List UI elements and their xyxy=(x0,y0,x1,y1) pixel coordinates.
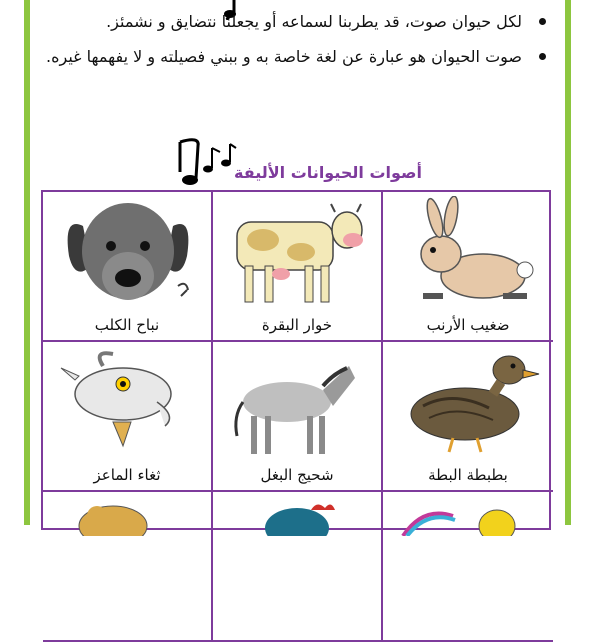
cow-image xyxy=(223,196,373,314)
animal-cell-dog xyxy=(43,192,213,342)
page-frame-right xyxy=(565,0,571,525)
animal-label-duck: بطبطة البطة xyxy=(428,466,508,484)
mule-image xyxy=(223,346,373,464)
animal-cell-bird xyxy=(383,492,553,642)
animal-sounds-grid xyxy=(41,190,551,530)
animal-label-rabbit: ضغيب الأرنب xyxy=(426,316,510,334)
bullet-item: لكل حيوان صوت، قد يطربنا لسماعه أو يجعلنا نتضايق و نشمئز. xyxy=(40,8,550,35)
intro-bullets xyxy=(40,8,550,70)
rabbit-image xyxy=(393,196,543,314)
animal-cell-cow xyxy=(213,192,383,342)
animal-label-mule: شحيج البغل xyxy=(260,466,334,484)
rooster-image xyxy=(223,496,373,536)
animal-cell-rooster xyxy=(213,492,383,642)
page-frame-left xyxy=(24,0,30,525)
music-notes-icon xyxy=(172,136,238,188)
bird-image xyxy=(393,496,543,536)
animal-cell-rabbit xyxy=(383,192,553,342)
dog-image xyxy=(53,196,203,314)
animal-label-dog: نباح الكلب xyxy=(94,316,160,334)
bullet-item: صوت الحيوان هو عبارة عن لغة خاصة به و ببني فصيلته و لا يفهمها غيره. xyxy=(40,43,550,70)
duck-image xyxy=(393,346,543,464)
animal-cell-camel xyxy=(43,492,213,642)
animal-label-goat: ثغاء الماعز xyxy=(93,466,161,484)
animal-cell-duck xyxy=(383,342,553,492)
camel-image xyxy=(53,496,203,536)
section-title: أصوات الحيوانات الأليفة xyxy=(234,163,422,182)
goat-image xyxy=(53,346,203,464)
animal-label-cow: خوار البقرة xyxy=(261,316,333,334)
animal-cell-goat xyxy=(43,342,213,492)
animal-cell-mule xyxy=(213,342,383,492)
